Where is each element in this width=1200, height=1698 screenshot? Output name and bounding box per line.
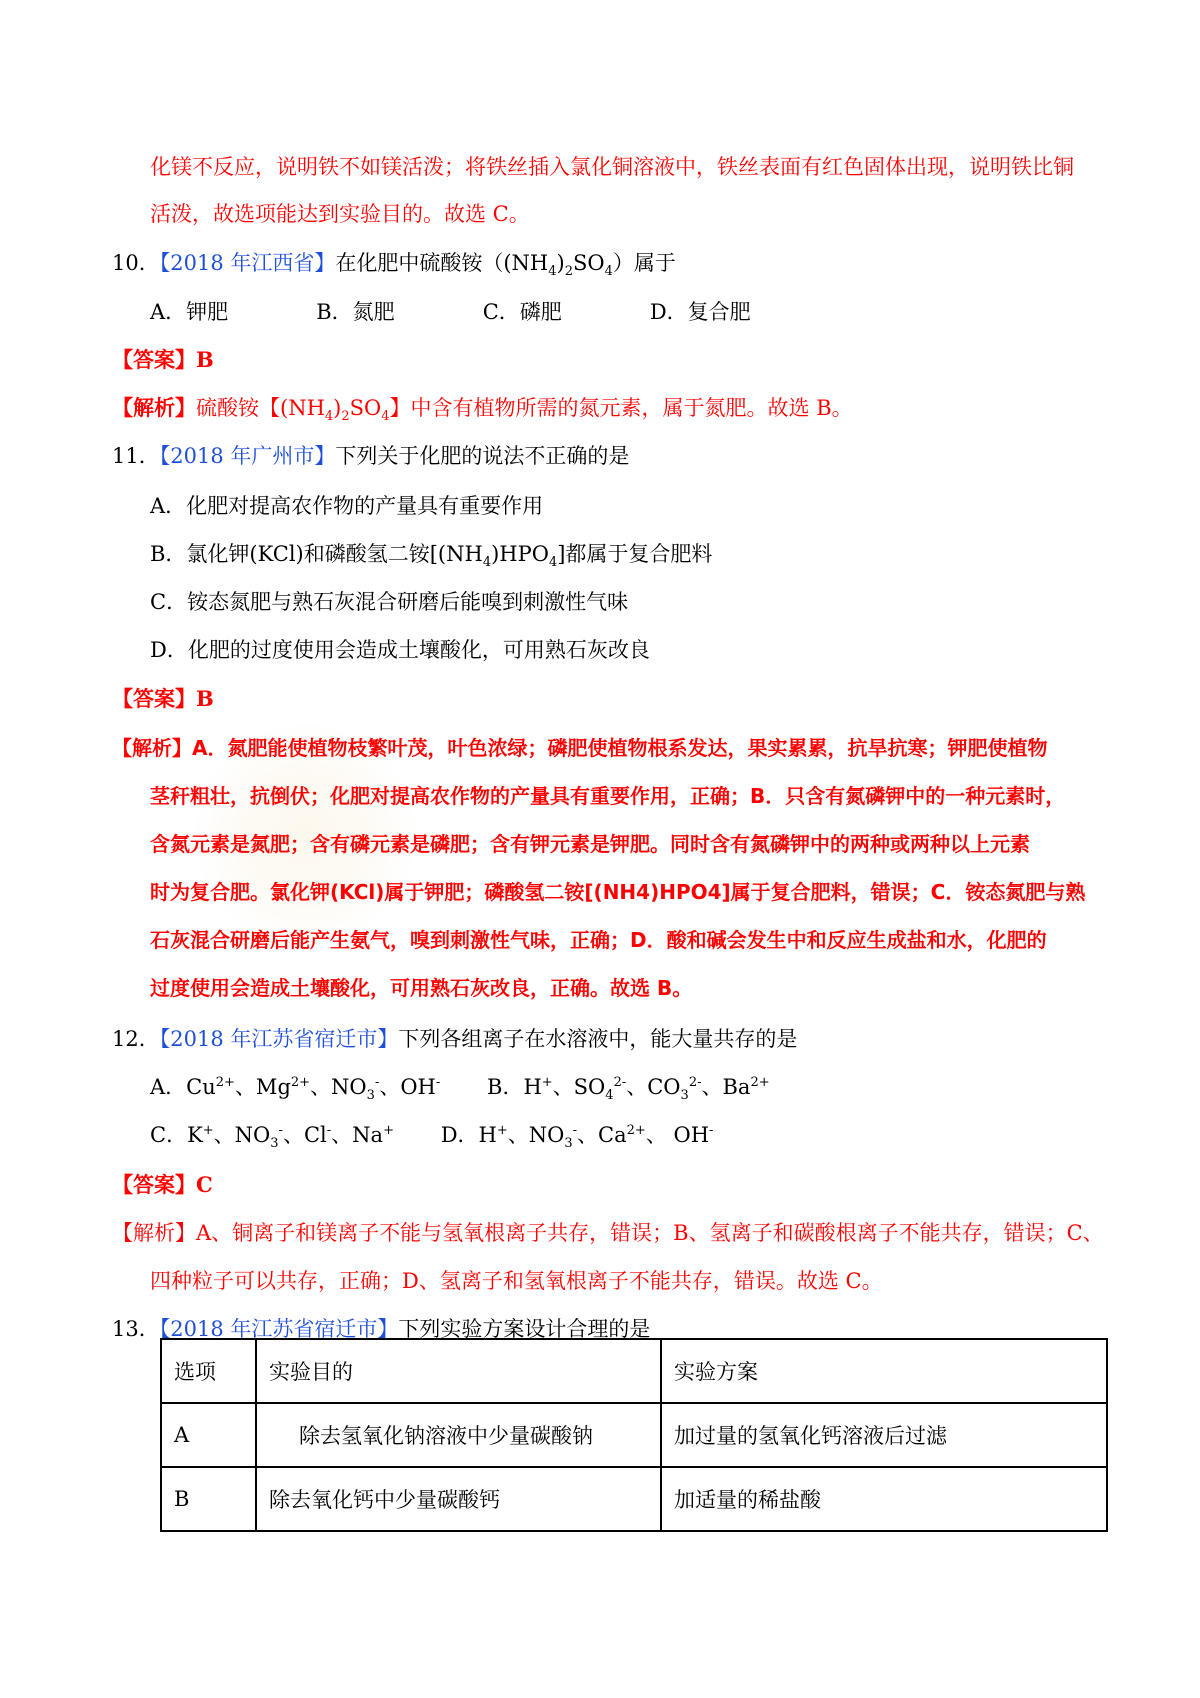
q12-answer: 【答案】C <box>112 1172 213 1197</box>
table-cell: 加适量的稀盐酸 <box>661 1467 1107 1531</box>
q11-option-b: B．氯化钾(KCl)和磷酸氢二铵$[(NH_4)HPO_4]$都属于复合肥料 <box>150 542 713 571</box>
table-row <box>161 1403 1107 1467</box>
q13-text: 下列实验方案设计合理的是 <box>398 1317 651 1341</box>
q10-analysis: 【解析】硫酸铵【$(NH_4)_2SO_4$】中含有植物所需的氮元素，属于氮肥。故选 B。 <box>112 395 853 425</box>
q11-analysis-5: 石灰混合研磨后能产生氨气，嗅到刺激性气味，正确；D．酸和碱会发生中和反应生成盐和水，化肥的 <box>150 928 1047 952</box>
q12-options-ab: A．$Cu^{2+}$、$Mg^{2+}$、$NO_3^-$、OH- B．H+、$SO_4^{2-}$、$CO_3^{2-}$、$Ba^{2+}$ <box>150 1075 770 1104</box>
q12-text: 下列各组离子在水溶液中，能大量共存的是 <box>398 1027 798 1051</box>
q11-stem <box>112 441 629 471</box>
q11-analysis-2: 茎秆粗壮，抗倒伏；化肥对提高农作物的产量具有重要作用，正确；B．只含有氮磷钾中的一种元素时， <box>150 784 1066 808</box>
table-header-row <box>161 1339 1107 1403</box>
q11-analysis-4: 时为复合肥。氯化钾(KCl)属于钾肥；磷酸氢二铵[(NH4)HPO4]属于复合肥料，错误；C．铵态氮肥与熟 <box>150 880 1086 904</box>
q11-option-c: C．铵态氮肥与熟石灰混合研磨后能嗅到刺激性气味 <box>150 590 629 614</box>
table-cell: 加过量的氢氧化钙溶液后过滤 <box>661 1403 1107 1467</box>
page-cutoff <box>150 1537 1120 1577</box>
q10-stem <box>112 248 676 278</box>
q11-analysis-6: 过度使用会造成土壤酸化，可用熟石灰改良，正确。故选 B。 <box>150 976 693 1000</box>
q10-source: 【2018 年江西省】 <box>159 251 336 275</box>
q12-source: 【2018 年江苏省宿迁市】 <box>159 1027 399 1051</box>
q11-option-a: A．化肥对提高农作物的产量具有重要作用 <box>150 494 544 518</box>
table-cell: A <box>161 1403 256 1467</box>
q11-analysis-1: 【解析】A．氮肥能使植物枝繁叶茂，叶色浓绿；磷肥使植物根系发达，果实累累，抗旱抗寒；钾肥使植物 <box>112 736 1048 760</box>
q12-options-cd: C．K+、$NO_3^-$、Cl-、Na+ D．H+、$NO_3^-$、$Ca^{2+}$、 OH- <box>150 1123 714 1152</box>
q11-option-d: D．化肥的过度使用会造成土壤酸化，可用熟石灰改良 <box>150 638 650 662</box>
q10-options: A．钾肥 B．氮肥 C．磷肥 D．复合肥 <box>150 300 751 324</box>
q10-answer: 【答案】B <box>112 347 214 372</box>
q11-text: 下列关于化肥的说法不正确的是 <box>335 444 630 468</box>
q12-number: 12． <box>112 1027 160 1051</box>
q13-source: 【2018 年江苏省宿迁市】 <box>159 1317 399 1341</box>
q10-text: 在化肥中硫酸铵$((NH_4)_2SO_4)$属于 <box>335 251 676 280</box>
table-cell: 除去氧化钙中少量碳酸钙 <box>256 1467 661 1531</box>
q13-table <box>160 1338 1108 1532</box>
q11-answer: 【答案】B <box>112 686 214 711</box>
table-header-cell: 实验方案 <box>661 1339 1107 1403</box>
q9-analysis-line-2: 活泼，故选项能达到实验目的。故选 C。 <box>150 202 530 226</box>
q12-stem <box>112 1024 797 1054</box>
q11-analysis-3: 含氮元素是氮肥；含有磷元素是磷肥；含有钾元素是钾肥。同时含有氮磷钾中的两种或两种以上元素 <box>150 832 1030 856</box>
table-header-cell: 选项 <box>161 1339 256 1403</box>
q13-number: 13． <box>112 1317 160 1341</box>
table-header-cell: 实验目的 <box>256 1339 661 1403</box>
q12-analysis-2: 四种粒子可以共存，正确；D、氢离子和氢氧根离子不能共存，错误。故选 C。 <box>150 1269 883 1293</box>
q11-source: 【2018 年广州市】 <box>159 444 336 468</box>
q10-number: 10． <box>112 251 160 275</box>
q9-analysis-line-1: 化镁不反应，说明铁不如镁活泼；将铁丝插入氯化铜溶液中，铁丝表面有红色固体出现，说明铁比铜 <box>150 155 1074 179</box>
table-cell: 除去氢氧化钠溶液中少量碳酸钠 <box>256 1403 661 1467</box>
table-row <box>161 1467 1107 1531</box>
q12-analysis-1: 【解析】A、铜离子和镁离子不能与氢氧根离子共存，错误；B、氢离子和碳酸根离子不能共存，错误；C、 <box>112 1221 1104 1245</box>
q11-number: 11． <box>112 444 160 468</box>
table-cell: B <box>161 1467 256 1531</box>
